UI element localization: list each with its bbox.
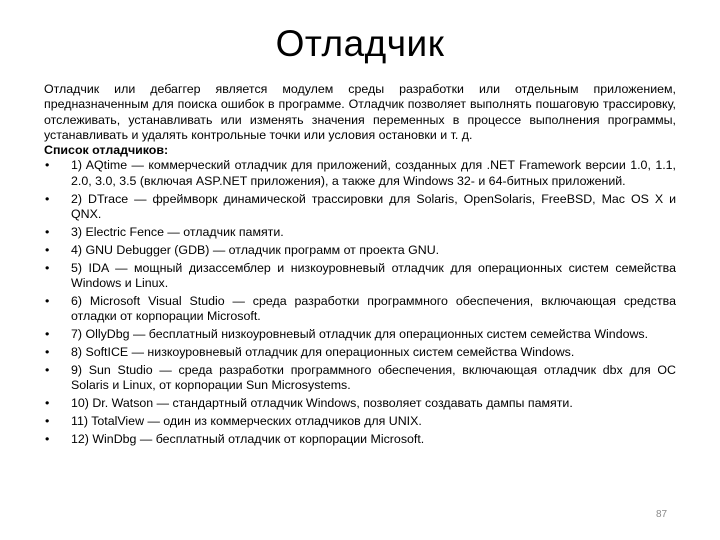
bullet-icon: • (45, 293, 50, 308)
list-item (44, 363, 676, 394)
list-item-text: 5) IDA — мощный дизассемблер и низкоуровневый отладчик для операционных систем семейства Windows и Linux. (71, 260, 676, 290)
list-item-text: 2) DTrace — фреймворк динамической трассировки для Solaris, OpenSolaris, FreeBSD, Mac OS X и QNX. (71, 191, 676, 221)
bullet-icon: • (45, 158, 50, 173)
debugger-list (44, 158, 676, 447)
list-item (44, 396, 676, 411)
list-heading: Список отладчиков: (44, 143, 169, 158)
bullet-icon: • (45, 191, 50, 206)
list-item-text: 6) Microsoft Visual Studio — среда разработки программного обеспечения, включающая средства отладки от корпорации Microsoft. (71, 293, 676, 324)
bullet-icon: • (45, 344, 50, 359)
list-item (44, 345, 676, 360)
bullet-icon: • (45, 395, 50, 410)
list-item-text: 4) GNU Debugger (GDB) — отладчик программ от проекта GNU. (71, 242, 440, 257)
list-item (44, 158, 676, 189)
list-item (44, 327, 676, 342)
bullet-icon: • (45, 224, 50, 239)
list-item (44, 294, 676, 325)
page-number: 87 (656, 509, 668, 520)
bullet-icon: • (45, 431, 50, 446)
bullet-icon: • (45, 260, 50, 275)
list-item (44, 432, 676, 447)
list-item-text: 1) AQtime — коммерческий отладчик для приложений, созданных для .NET Framework версии 1.0, 1.1, 2.0, 3.0, 3.5 (включая ASP.NET приложения), а также для Windows 32- и 64-битных приложений. (71, 158, 676, 188)
list-item (44, 243, 676, 258)
list-item (44, 414, 676, 429)
list-item (44, 192, 676, 223)
intro-paragraph: Отладчик или дебаггер является модулем среды разработки или отдельным приложением, предназначенным для поиска ошибок в программе. Отладчик позволяет выполнять пошаговую трассировку, отслеживать, устанавливать или изменять значения переменных в процессе выполнения программы, устанавливать и удалять контрольные точки или условия остановки и т. д. (44, 82, 676, 142)
bullet-icon: • (45, 413, 50, 428)
list-item (44, 225, 676, 240)
slide-title: Отладчик (275, 23, 445, 64)
bullet-icon: • (45, 362, 50, 377)
list-item-text: 3) Electric Fence — отладчик памяти. (71, 224, 284, 239)
list-item-text: 7) OllyDbg — бесплатный низкоуровневый отладчик для операционных систем семейства Windows. (71, 327, 649, 342)
list-item (44, 261, 676, 292)
bullet-icon: • (45, 327, 50, 342)
slide-body (44, 82, 676, 450)
list-item-text: 9) Sun Studio — среда разработки программного обеспечения, включающая отладчик dbx для ОС Solaris и Linux, от корпорации Sun Microsystems. (71, 362, 676, 393)
list-item-text: 12) WinDbg — бесплатный отладчик от корпорации Microsoft. (71, 431, 425, 446)
list-item-text: 11) TotalView — один из коммерческих отладчиков для UNIX. (71, 413, 422, 428)
list-item-text: 10) Dr. Watson — стандартный отладчик Windows, позволяет создавать дампы памяти. (71, 395, 573, 410)
bullet-icon: • (45, 242, 50, 257)
list-item-text: 8) SoftICE — низкоуровневый отладчик для операционных систем семейства Windows. (71, 344, 575, 359)
